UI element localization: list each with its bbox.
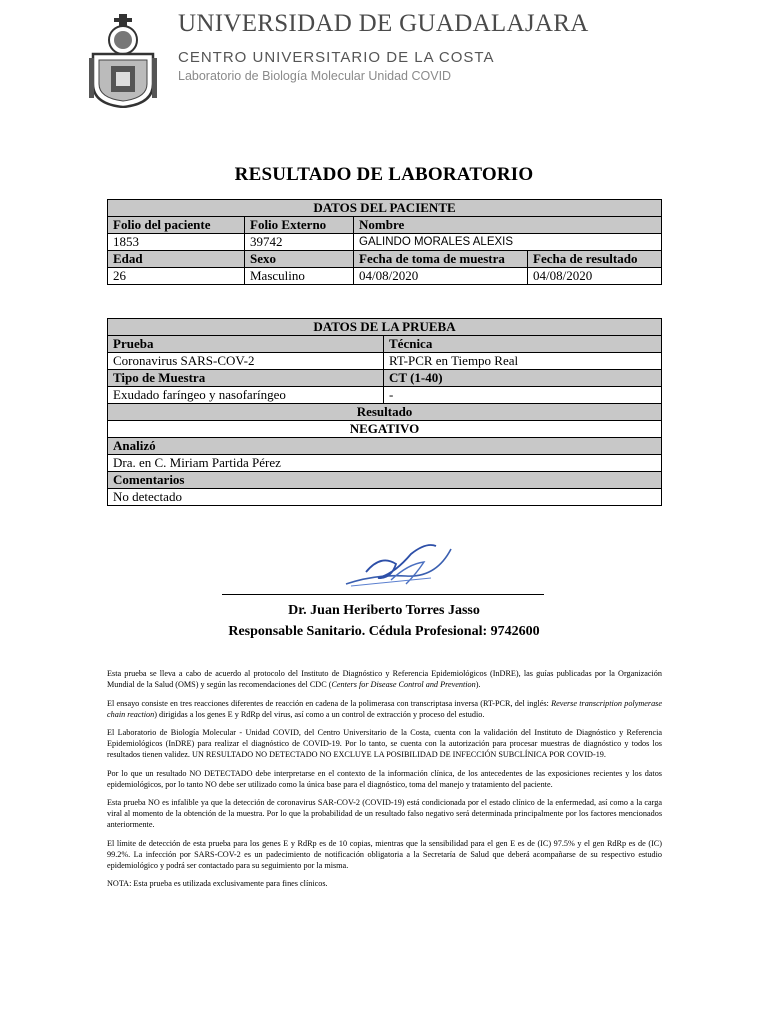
fecha-toma-value: 04/08/2020 xyxy=(354,268,528,285)
resultado-label: Resultado xyxy=(108,404,662,421)
nombre-label: Nombre xyxy=(354,217,662,234)
note-1-end: ). xyxy=(475,680,481,689)
note-1-italic: Centers for Disease Control and Prevention xyxy=(331,680,476,689)
note-paragraph-7: NOTA: Esta prueba es utilizada exclusivamente para fines clínicos. xyxy=(107,879,328,888)
tipo-muestra-label: Tipo de Muestra xyxy=(108,370,384,387)
document-title: RESULTADO DE LABORATORIO xyxy=(234,164,534,185)
signer-role: Responsable Sanitario. Cédula Profesional: 9742600 xyxy=(228,624,540,639)
test-section-title: DATOS DE LA PRUEBA xyxy=(108,319,662,336)
note-paragraph-5: Esta prueba NO es infalible ya que la detección de coronavirus SAR-COV-2 (COVID-19) está condicionada por el estado clínico de la enfermedad, así como a la carga viral al momento de la obtención de la muestra. Por lo que la probabilidad de un resultado falso negativo será determinada principalmente por los factores mencionados anteriormente. xyxy=(107,798,662,829)
folio-externo-value: 39742 xyxy=(245,234,354,251)
center-name: CENTRO UNIVERSITARIO DE LA COSTA xyxy=(178,49,495,66)
comentarios-value: No detectado xyxy=(108,489,662,506)
edad-label: Edad xyxy=(108,251,245,268)
fecha-resultado-value: 04/08/2020 xyxy=(528,268,662,285)
note-paragraph-4: Por lo que un resultado NO DETECTADO debe interpretarse en el contexto de la información clínica, de los antecedentes de las exposiciones recientes y los datos epidemiológicos, por lo tanto NO debe ser utilizado como la única base para el diagnóstico, toma del manejo y tratamiento del paciente. xyxy=(107,768,662,789)
analizo-label: Analizó xyxy=(108,438,662,455)
handwritten-signature xyxy=(336,534,456,594)
tecnica-value: RT-PCR en Tiempo Real xyxy=(384,353,662,370)
patient-section-title: DATOS DEL PACIENTE xyxy=(108,200,662,217)
sexo-label: Sexo xyxy=(245,251,354,268)
resultado-value: NEGATIVO xyxy=(108,421,662,438)
note-paragraph-2 xyxy=(107,698,662,720)
prueba-label: Prueba xyxy=(108,336,384,353)
fecha-toma-label: Fecha de toma de muestra xyxy=(354,251,528,268)
university-seal-logo xyxy=(89,14,157,108)
sexo-value: Masculino xyxy=(245,268,354,285)
ct-value: - xyxy=(384,387,662,404)
note-1-text: Esta prueba se lleva a cabo de acuerdo al protocolo del Instituto de Diagnóstico y Referencia Epidemiológicos (InDRE), las guías publicadas por la Organización Mundial de la Salud (OMS) y según las recomendaciones del CDC ( xyxy=(107,669,662,689)
test-data-table xyxy=(107,318,662,506)
folio-externo-label: Folio Externo xyxy=(245,217,354,234)
note-paragraph-3: El Laboratorio de Biología Molecular - Unidad COVID, del Centro Universitario de la Costa, cuenta con la validación del Instituto de Diagnóstico y Referencia Epidemiológicos (InDRE) para realizar el diagnóstico de COVID-19. Por lo tanto, se cuenta con la autorización para procesar muestras de diagnóstico y todos los resultados tienen validez. UN RESULTADO NO DETECTADO NO EXCLUYE LA POSIBILIDAD DE INFECCIÓN SUBCLÍNICA POR COVID-19. xyxy=(107,728,662,759)
signature-line xyxy=(222,594,544,595)
signer-name: Dr. Juan Heriberto Torres Jasso xyxy=(288,603,480,618)
edad-value: 26 xyxy=(108,268,245,285)
note-2-italic: Reverse transcription polymerase chain reaction xyxy=(107,698,662,719)
fecha-resultado-label: Fecha de resultado xyxy=(528,251,662,268)
tipo-muestra-value: Exudado faríngeo y nasofaríngeo xyxy=(108,387,384,404)
nombre-value: GALINDO MORALES ALEXIS xyxy=(354,234,662,251)
note-2-end: ) dirigidas a los genes E y RdRp del virus, así como a un control de extracción y proceso del estudio. xyxy=(154,709,485,719)
legal-notes xyxy=(107,668,662,897)
prueba-value: Coronavirus SARS-COV-2 xyxy=(108,353,384,370)
tecnica-label: Técnica xyxy=(384,336,662,353)
ct-label: CT (1-40) xyxy=(384,370,662,387)
folio-paciente-label: Folio del paciente xyxy=(108,217,245,234)
university-name: UNIVERSIDAD DE GUADALAJARA xyxy=(178,10,589,37)
comentarios-label: Comentarios xyxy=(108,472,662,489)
note-2-text: El ensayo consiste en tres reacciones diferentes de reacción en cadena de la polimerasa con transcriptasa inversa (RT-PCR, del inglés: xyxy=(107,698,552,708)
laboratory-name: Laboratorio de Biología Molecular Unidad COVID xyxy=(178,69,452,83)
note-paragraph-6: El límite de detección de esta prueba para los genes E y RdRp es de 10 copias, mientras que la sensibilidad para el gen E es de (IC) 97.5% y el gen RdRp es de (IC) 99.2%. La infección por SARS-COV-2 es un padecimiento de notificación obligatoria a la Secretaría de Salud que deberá acompañarse de su respectivo estudio epidemiológico y podrá ser contactado para su seguimiento por la misma. xyxy=(107,838,662,870)
patient-data-table xyxy=(107,199,662,285)
analizo-value: Dra. en C. Miriam Partida Pérez xyxy=(108,455,662,472)
folio-paciente-value: 1853 xyxy=(108,234,245,251)
note-paragraph-1 xyxy=(107,668,662,690)
